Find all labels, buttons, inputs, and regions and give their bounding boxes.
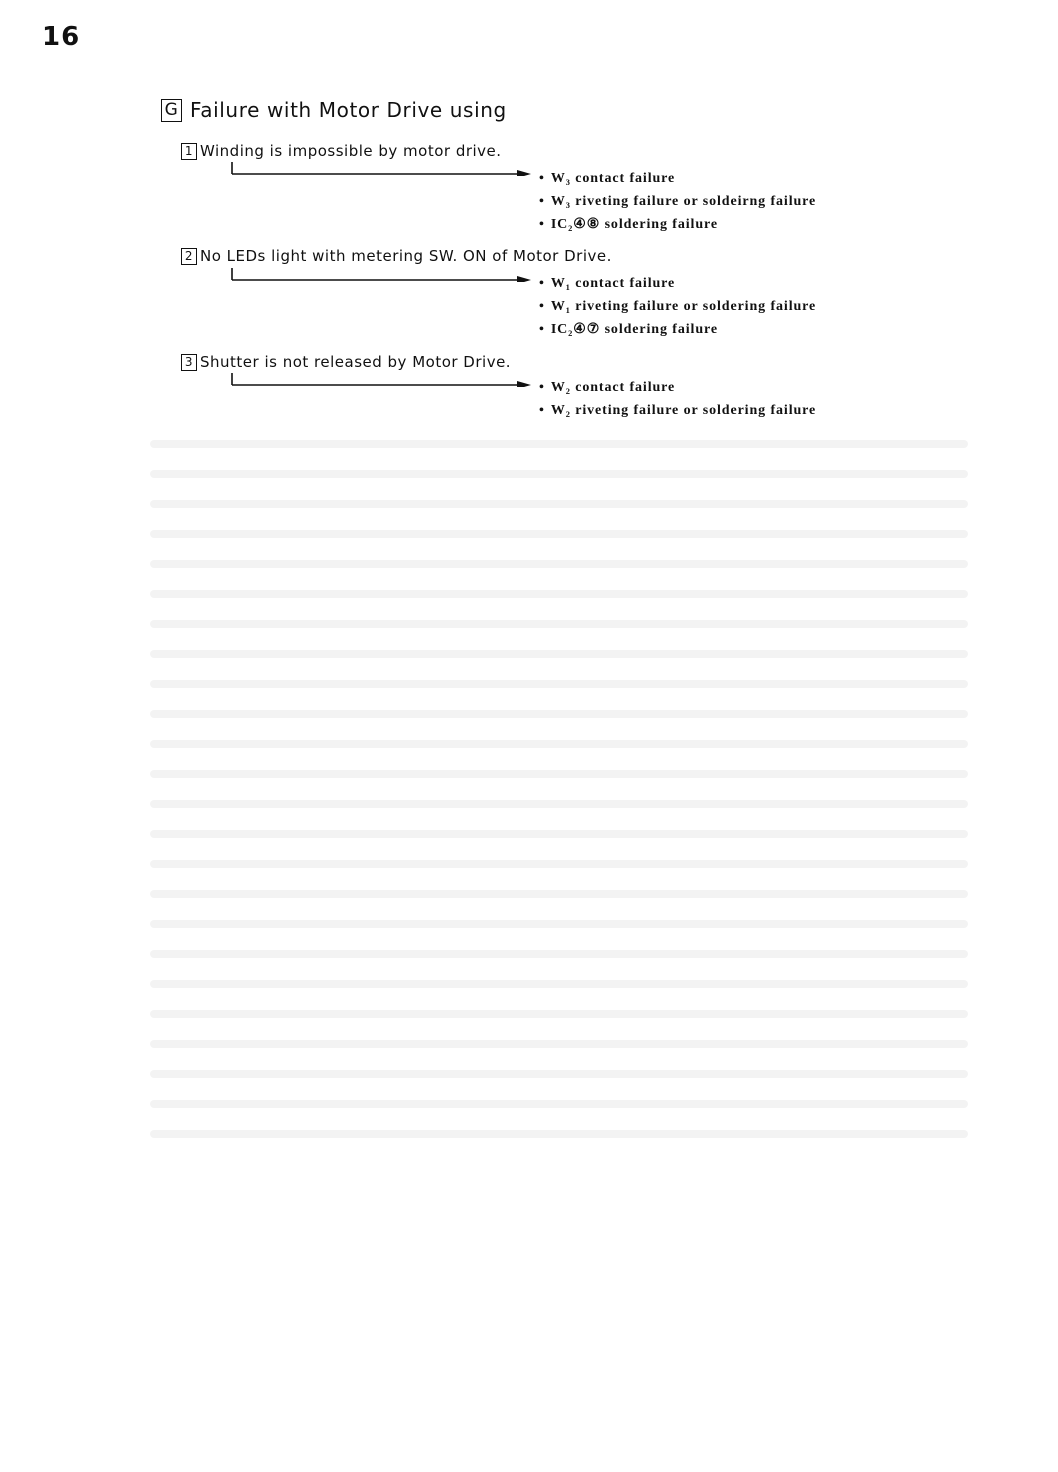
bullet-icon: • — [539, 299, 545, 314]
bullet-icon: • — [539, 322, 545, 337]
item-title — [181, 247, 612, 265]
bullet-icon: • — [539, 171, 545, 186]
page-number: 16 — [42, 22, 81, 52]
failure-item-1 — [181, 142, 817, 232]
cause-item: • W₂ riveting failure or soldering failure — [539, 403, 817, 418]
section-title: Failure with Motor Drive using — [190, 98, 507, 122]
cause-item: • IC₂④⑦ soldering failure — [539, 322, 718, 337]
cause-item: • W₃ contact failure — [539, 171, 676, 186]
section-heading — [161, 98, 507, 122]
bullet-icon: • — [539, 194, 545, 209]
item-title-text: No LEDs light with metering SW. ON of Motor Drive. — [200, 247, 612, 265]
cause-item: • W₁ contact failure — [539, 276, 676, 291]
bleed-through-background — [150, 440, 968, 1192]
cause-list — [539, 272, 816, 341]
item-number-box: 3 — [181, 354, 197, 371]
failure-item-2 — [181, 247, 817, 337]
bullet-icon: • — [539, 403, 545, 418]
item-number-box: 2 — [181, 248, 197, 265]
item-title-text: Shutter is not released by Motor Drive. — [200, 353, 512, 371]
bullet-icon: • — [539, 217, 545, 232]
failure-item-3 — [181, 353, 817, 418]
item-title — [181, 142, 502, 160]
cause-item: • IC₂④⑧ soldering failure — [539, 217, 718, 232]
right-arrow-icon — [231, 162, 531, 176]
cause-list — [539, 376, 816, 422]
item-title-text: Winding is impossible by motor drive. — [200, 142, 502, 160]
bullet-icon: • — [539, 380, 545, 395]
item-title — [181, 353, 511, 371]
cause-item: • W₂ contact failure — [539, 380, 676, 395]
item-number-box: 1 — [181, 143, 197, 160]
bullet-icon: • — [539, 276, 545, 291]
section-letter-box: G — [161, 99, 182, 122]
right-arrow-icon — [231, 268, 531, 282]
cause-item: • W₁ riveting failure or soldering failure — [539, 299, 817, 314]
cause-item: • W₃ riveting failure or soldeirng failure — [539, 194, 817, 209]
cause-list — [539, 167, 816, 236]
right-arrow-icon — [231, 373, 531, 387]
